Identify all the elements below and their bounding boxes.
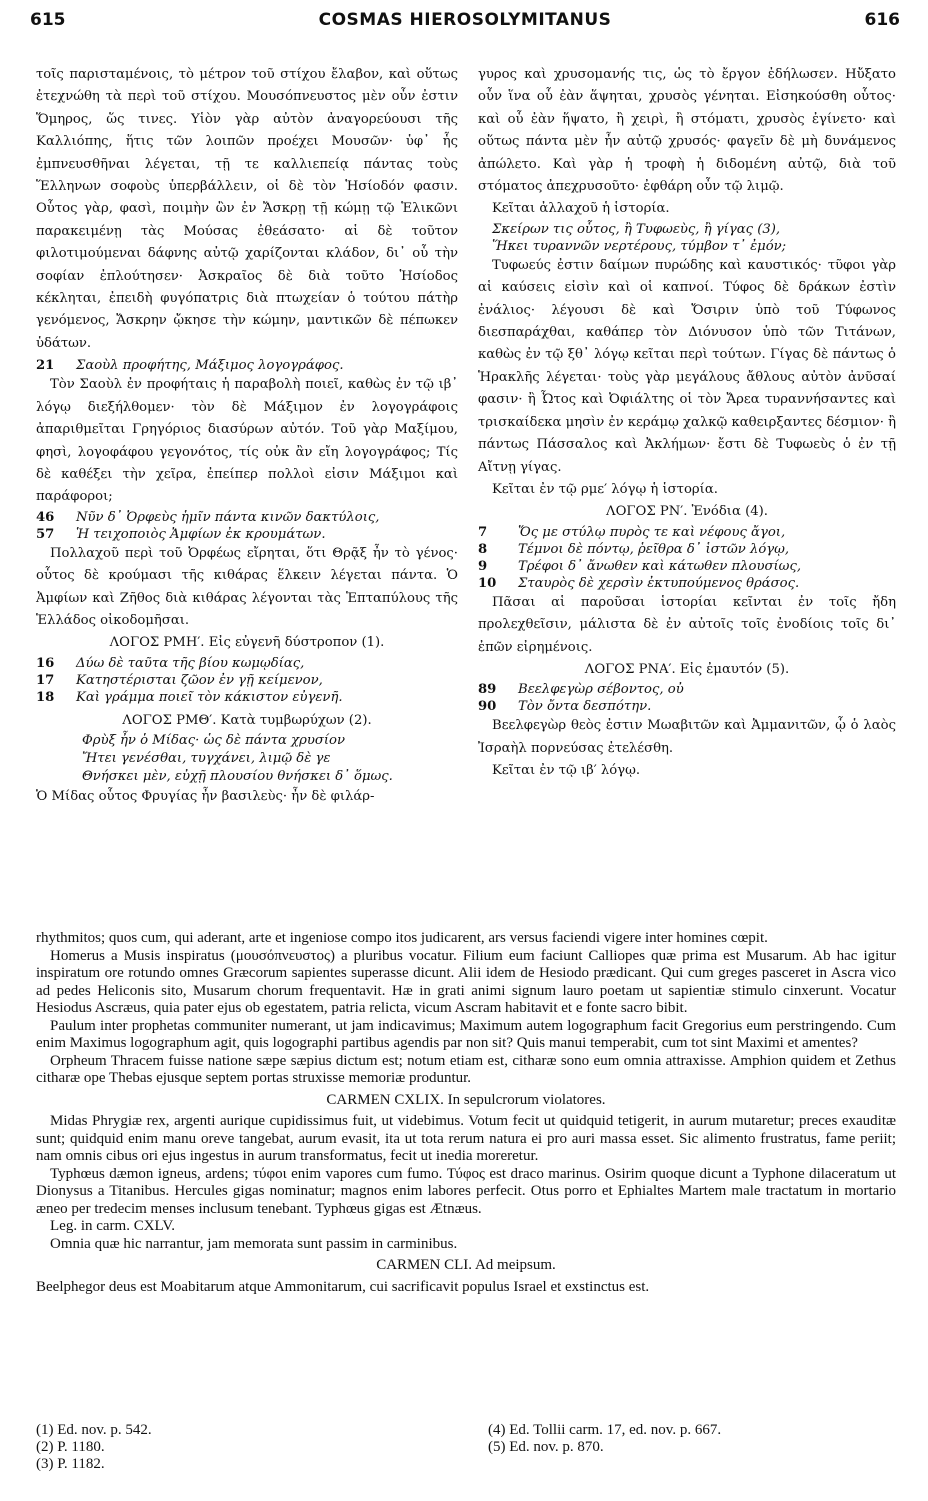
verse-line: 21 Σαοὺλ προφήτης, Μάξιμος λογογράφος.	[36, 358, 344, 374]
footnote: (3) P. 1182.	[36, 1456, 105, 1472]
paragraph: γυρος καὶ χρυσομανής τις, ὡς τὸ ἔργον ἐδήλωσεν. Ηὔξατο οὖν ἵνα οὗ ἐὰν ἅψηται, χρυσὸς γένηται. Εἰσηκούσθη οὗτος· καὶ οὗ ἐὰν ἥψατο, ἢ χειρὶ, ἢ στόματι, χρυσὸς ἐγίνετο· καὶ οὕτως πάντα μὲν ἦν αὐτῷ χρυσός· φαγεῖν δὲ μὴ δυνάμενος ἀπώλετο. Καὶ γὰρ ἡ τροφὴ ἡ διδομένη αὐτῷ, διὰ τοῦ στόματος ἀπεχρυσοῦτο· ἐφθάρη οὖν τῷ λιμῷ.	[478, 67, 896, 195]
section-heading: ΛΟΓΟΣ ΡΝΑ′. Εἰς ἐμαυτόν (5).	[584, 661, 790, 677]
paragraph: Βεελφεγὼρ θεὸς ἐστιν Μωαβιτῶν καὶ Ἀμμανιτῶν, ᾧ ὁ λαὸς Ἰσραὴλ πορνεύσας ἐτελέσθη.	[478, 718, 896, 756]
section-heading: ΛΟΓΟΣ ΡΜΘ′. Κατὰ τυμβωρύχων (2).	[122, 712, 372, 728]
paragraph: Πᾶσαι αἱ παροῦσαι ἱστορίαι κεῖνται ἐν τοῖς ἤδη προλεχθεῖσιν, μάλιστα δὲ ἐν αὐτοῖς τοῖς ἐνοδίοις τοῖς δι᾽ ἐπῶν εἰρημένοις.	[478, 594, 896, 655]
footnotes-right	[488, 1422, 888, 1456]
paragraph: Midas Phrygiæ rex, argenti aurique cupidissimus fuit, ut videbimus. Votum fecit ut quidquid tetigerit, in aurum mutaretur; preces exauditæ sunt; quidquid enim manu oreve tangebat, aurum evasit, ita ut tota rerum natura ei pro auri massa esset. Sic alimento frustratus, fame periit; nam omnis cibus ori ejus ingestus in aurum transformatus, fecit ut inedia moreretur.	[36, 1113, 896, 1164]
verse-block	[36, 732, 458, 786]
verse-line: Φρὺξ ἦν ὁ Μίδας· ὡς δὲ πάντα χρυσίον	[82, 733, 345, 749]
section-heading: CARMEN CXLIX. In sepulcrorum violatores.	[326, 1091, 606, 1108]
verse-line: 18 Καὶ γράμμα ποιεῖ τὸν κάκιστον εὐγενῆ.	[36, 689, 343, 705]
paragraph: Orpheum Thracem fuisse natione sæpe sæpius dictum est; notum etiam est, citharæ sono eum omnia attraxisse. Amphion quidem et Zethus citharæ ope Thebas ejusque septem portas struxisse memoriæ produntur.	[36, 1052, 896, 1086]
paragraph: Ὁ Μίδας οὗτος Φρυγίας ἦν βασιλεὺς· ἦν δὲ φιλάρ-	[36, 789, 375, 805]
page-number-right: 616	[864, 10, 900, 30]
section-heading: CARMEN CLI. Ad meipsum.	[376, 1257, 556, 1273]
section-heading: ΛΟΓΟΣ ΡΜΗ′. Εἰς εὐγενῆ δύστροπον (1).	[109, 635, 385, 651]
paragraph: rhythmitos; quos cum, qui aderant, arte et ingeniose compo itos judicarent, ars versus faciendi vigere inter homines cœpit.	[36, 930, 768, 946]
greek-column-left	[36, 64, 458, 809]
paragraph: Typhœus dæmon igneus, ardens; τύφοι enim vapores cum fumo. Τύφος est draco marinus. Osirim quoque dicunt a Typhone dilaceratum ut Dionysus a Titanibus. Hercules gigas nominatur; magnos enim labores perfecit. Otus porro et Ephialtes Martem male tractatum in mortario æneo per tredecim menses inclusum tenebant. Typhœus gigas est Ætnæus.	[36, 1165, 896, 1217]
verse-line: 46 Νῦν δ᾽ Ὀρφεὺς ἡμῖν πάντα κινῶν δακτύλοις,	[36, 509, 380, 525]
paragraph: Τυφωεύς ἐστιν δαίμων πυρώδης καὶ καυστικός· τῦφοι γὰρ αἱ καύσεις εἰσὶν καὶ οἱ καπνοί. Τύφος δὲ δράκων ἐστὶν ἐνάλιος· λέγουσι δὲ καὶ Ὄσιριν ὑπὸ τοῦ Τύφωνος διεσπαράχθαι, καθάπερ τὸν Διόνυσον ὑπὸ τῶν Τιτάνων, καθὼς ἐν τῷ ξθ᾽ λόγῳ κεῖται περὶ τούτων. Γίγας δὲ πάντως ὁ Ἡρακλῆς λέγεται· τοὺς γὰρ μεγάλους ἄθλους αὐτὸν ἀνῦσαί φασιν· ἢ Ὦτος καὶ Ὀφιάλτης οἱ τὸν Ἄρεα τυραννήσαντες καὶ τρισκαίδεκα μησὶν ἐν κεράμῳ χαλκῷ καθειρξαντες δέσμιον· ἢ πάντως Πάσσαλος καὶ Ἀκλήμων· ἔστι δὲ Τυφωεὺς ὁ ἐν τῇ Αἴτνῃ γίγας.	[478, 257, 896, 475]
paragraph: Πολλαχοῦ περὶ τοῦ Ὀρφέως εἴρηται, ὅτι Θρᾷξ ἦν τὸ γένος· οὗτος δὲ κρούμασι τῆς κιθάρας ἕλκειν λέγεται πάντα. Ὁ Ἀμφίων καὶ Ζῆθος διὰ κιθάρας λέγονται τὰς Ἑπταπύλους τῆς Ἑλλάδος οἰκοδομῆσαι.	[36, 545, 458, 628]
paragraph: Κεῖται ἐν τῷ ρμε′ λόγῳ ἡ ἱστορία.	[492, 481, 718, 497]
section-heading: ΛΟΓΟΣ ΡΝ′. Ἐνόδια (4).	[606, 504, 768, 520]
verse-line: 9 Τρέφοι δ᾽ ἄνωθεν καὶ κάτωθεν πλουσίως,	[478, 558, 802, 574]
verse-line: Θνήσκει μὲν, εὐχῇ πλουσίου θνήσκει δ᾽ ὅμως.	[82, 769, 393, 785]
paragraph: Leg. in carm. CXLV.	[50, 1218, 175, 1234]
paragraph: τοῖς παρισταμένοις, τὸ μέτρον τοῦ στίχου ἔλαβον, καὶ οὕτως ἐτεχνώθη τὰ περὶ τοῦ στίχου. Μουσόπνευστος μὲν οὖν ἐστιν Ὅμηρος, ὥς τινες. Υἱὸν γὰρ αὐτὸν ἀναγορεύουσι τῆς Καλλιόπης, ἥτις τῶν λοιπῶν προέχει Μουσῶν· ὑφ᾽ ἧς ἐμπνευσθῆναι λέγεται, τῇ τε καλλιεπείᾳ πάντας τοὺς Ἕλληνων σοφοὺς ὑπερβάλλειν, οἱ δὲ τὸν Ἡσίοδόν φασιν. Οὗτος γὰρ, φασὶ, ποιμὴν ὢν ἐν Ἄσκρῃ τῇ κώμῃ τῷ Ἑλικῶνι παρακειμένῃ τὰς Μούσας ἐθεάσατο· αἱ δὲ τοῦτον φιλοτιμούμεναι δάφνης αὐτῷ χαρίζονται κλάδον, δι᾽ οὗ τὴν σοφίαν ἐπλούτησεν· Ἀσκραῖος δὲ διὰ τοῦτο Ἡσίοδος κέκληται, ἐπειδὴ φυγόπατρις διὰ πτωχείαν ὁ τούτου πάτὴρ γενόμενος, Ἄσκρην ᾤκησε τὴν κώμην, μαντικῶν δὲ πέπωκεν ὑδάτων.	[36, 67, 458, 351]
footnote: (5) Ed. nov. p. 870.	[488, 1439, 604, 1455]
verse-line: 10 Σταυρὸς δὲ χερσὶν ἐκτυπούμενος θράσος.	[478, 575, 800, 591]
footnote: (1) Ed. nov. p. 542.	[36, 1422, 152, 1438]
paragraph: Paulum inter prophetas communiter numerant, ut jam indicavimus; Maximum autem logographum facit Gregorius eum perstringendo. Cum enim Maximus logographum agit, quis logographi partibus agendis par non sit? Quis manui temperabit, cum tot sint Maximi et amentes?	[36, 1017, 896, 1051]
paragraph: Beelphegor deus est Moabitarum atque Ammonitarum, cui sacrificavit populus Israel et exstinctus est.	[36, 1278, 650, 1295]
verse-line: 90 Τὸν ὄντα δεσπότην.	[478, 699, 652, 715]
verse-line: 7 Ὅς με στύλῳ πυρὸς τε καὶ νέφους ἄγοι,	[478, 524, 786, 540]
verse-line: Ἤτει γενέσθαι, τυγχάνει, λιμῷ δὲ γε	[82, 751, 331, 767]
verse-line: 89 Βεελφεγὼρ σέβοντος, οὐ	[478, 682, 684, 698]
paragraph: Omnia quæ hic narrantur, jam memorata sunt passim in carminibus.	[50, 1235, 458, 1252]
page-header	[30, 10, 900, 40]
latin-translation	[36, 930, 896, 1296]
greek-column-right	[478, 64, 896, 783]
running-title: COSMAS HIEROSOLYMITANUS	[318, 10, 612, 30]
verse-line: 8 Τέμνοι δὲ πόντῳ, ῥεῖθρα δ᾽ ἱστῶν λόγῳ,	[478, 541, 790, 557]
verse-line: 16 Δύω δὲ ταῦτα τῆς βίου κωμῳδίας,	[36, 655, 305, 671]
paragraph: Κεῖται ἐν τῷ ιβ′ λόγῳ.	[492, 763, 641, 779]
footnote: (2) P. 1180.	[36, 1439, 105, 1455]
paragraph: Τὸν Σαοὺλ ἐν προφήταις ἡ παραβολὴ ποιεῖ, καθὼς ἐν τῷ ιβ᾽ λόγῳ διεξήλθομεν· τὸν δὲ Μάξιμον ἐν λογογράφοις ἀπαριθμεῖται Γρηγόριος διασύρων αὐτόν. Τοῦ γὰρ Μαξίμου, φησὶ, λογοφάφου γεγονότος, τίς οὐκ ἂν εἴη λογογράφος; Τίς δὲ καθέξει τὴν χεῖρα, ἐπείπερ πολλοὶ εἰσιν Μάξιμοι καὶ παράφοροι;	[36, 377, 458, 505]
footnotes-left	[36, 1422, 436, 1473]
paragraph: Homerus a Musis inspiratus (μουσόπνευστος) a pluribus vocatur. Filium eum faciunt Calliopes quæ prima est Musarum. Ab hac igitur inspiratum ore rotundo omnes Græcorum sapientes superasse dicunt. Alii idem de Hesiodo prædicant. Qui cum greges pasceret in Ascra vico ad pedes Heliconis sito, Musarum chorum frequentavit. Hæ in grati animi signum lauro poetam ut sapientiæ stimulo cinxerunt. Vocatur Hesiodus Ascræus, quia pater ejus ob egestatem, patria relicta, vicum Ascram habitavit et e fonte sacro bibit.	[36, 947, 896, 1016]
paragraph: Κεῖται ἀλλαχοῦ ἡ ἱστορία.	[492, 201, 670, 217]
verse-line: 57 Ἡ τειχοποιὸς Ἀμφίων ἐκ κρουμάτων.	[36, 526, 326, 542]
page-number-left: 615	[30, 10, 66, 30]
verse-line: Ἥκει τυραννῶν νερτέρους, τύμβον τ᾽ ἐμόν;	[492, 238, 787, 254]
verse-line: Σκείρων τις οὗτος, ἢ Τυφωεὺς, ἢ γίγας (3),	[492, 221, 781, 237]
footnote: (4) Ed. Tollii carm. 17, ed. nov. p. 667.	[488, 1422, 722, 1438]
verse-line: 17 Κατηστέρισται ζῶον ἐν γῇ κείμενον,	[36, 672, 323, 688]
